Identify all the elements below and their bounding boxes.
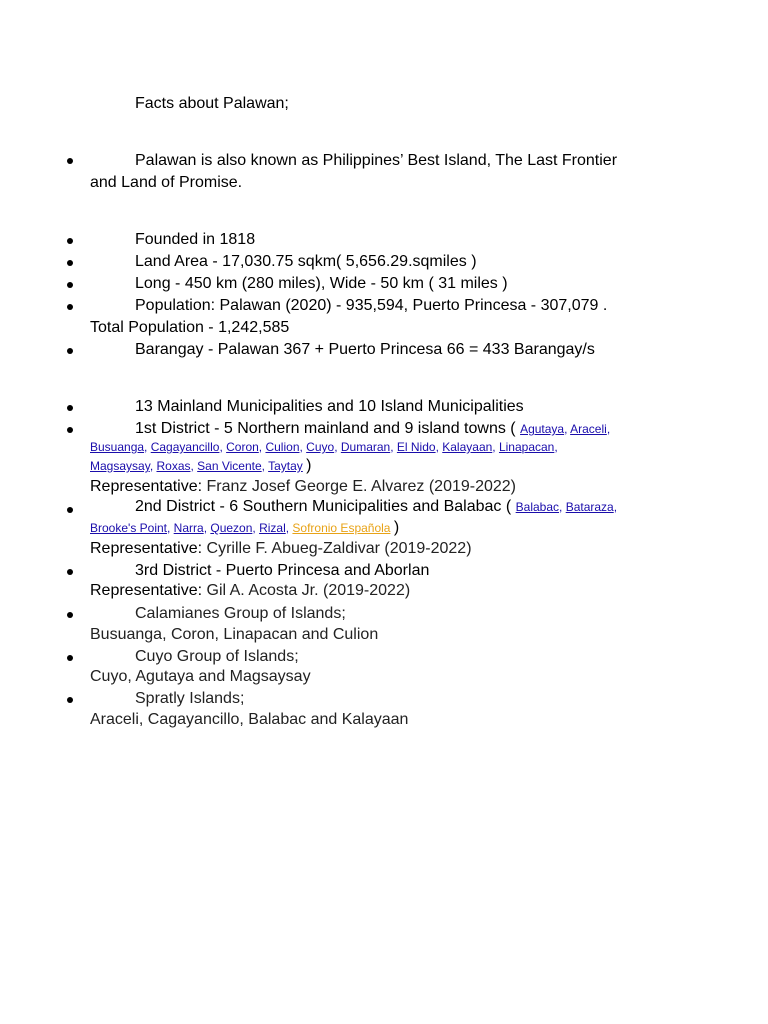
group-name: Spratly Islands; — [135, 690, 245, 707]
town-link-cagayancillo[interactable]: Cagayancillo — [150, 440, 220, 454]
fact-land-area: Land Area - 17,030.75 sqkm( 5,656.29.sqmiles ) — [135, 253, 477, 270]
municipalities-summary: 13 Mainland Municipalities and 10 Island Municipalities — [135, 398, 524, 415]
rep-name: Franz Josef George E. Alvarez (2019-2022) — [206, 478, 517, 495]
town-link-balabac[interactable]: Balabac — [515, 500, 560, 514]
district2-heading-line: 2nd District - 6 Southern Municipalities and Balabac ( Balabac, Bataraza, — [135, 498, 618, 515]
district3-representative — [90, 581, 410, 601]
town-link-sofronio-espanola[interactable]: Sofronio Española — [292, 521, 391, 535]
group-members: Cuyo, Agutaya and Magsaysay — [90, 668, 311, 685]
town-link-agutaya[interactable]: Agutaya — [520, 422, 565, 436]
bullet — [67, 655, 73, 661]
known-as-line2: and Land of Promise. — [90, 174, 243, 191]
fact-founded: Founded in 1818 — [135, 231, 256, 248]
district1-representative — [90, 477, 516, 497]
district1-heading-line: 1st District - 5 Northern mainland and 9 island towns ( Agutaya, Araceli, — [135, 420, 611, 437]
town-link-el-nido[interactable]: El Nido — [396, 440, 436, 454]
district1-towns-line2: Busuanga, Cagayancillo, Coron, Culion, Cuyo, Dumaran, El Nido, Kalayaan, Linapacan, — [90, 440, 558, 454]
bullet — [67, 260, 73, 266]
fact-population: Population: Palawan (2020) - 935,594, Puerto Princesa - 307,079 . — [135, 297, 608, 314]
page-title: Facts about Palawan; — [135, 95, 289, 112]
town-link-dumaran[interactable]: Dumaran — [340, 440, 391, 454]
town-link-coron[interactable]: Coron — [226, 440, 259, 454]
town-link-brookes-point[interactable]: Brooke's Point — [90, 521, 167, 535]
bullet — [67, 158, 73, 164]
bullet — [67, 282, 73, 288]
town-link-magsaysay[interactable]: Magsaysay — [90, 459, 150, 473]
rep-label: Representative: — [90, 478, 203, 495]
town-link-narra[interactable]: Narra — [173, 521, 204, 535]
town-link-cuyo[interactable]: Cuyo — [306, 440, 335, 454]
district3-heading: 3rd District - Puerto Princesa and Aborlan — [135, 562, 430, 579]
town-link-taytay[interactable]: Taytay — [268, 459, 303, 473]
town-link-quezon[interactable]: Quezon — [210, 521, 253, 535]
group-members: Busuanga, Coron, Linapacan and Culion — [90, 626, 379, 643]
bullet — [67, 507, 73, 513]
bullet — [67, 427, 73, 433]
rep-label: Representative: — [90, 582, 203, 599]
town-link-kalayaan[interactable]: Kalayaan — [442, 440, 493, 454]
town-link-roxas[interactable]: Roxas — [156, 459, 191, 473]
district2-towns-line2: Brooke's Point, Narra, Quezon, Rizal, Sofronio Española ) — [90, 519, 400, 536]
town-link-busuanga[interactable]: Busuanga — [90, 440, 145, 454]
group-name: Calamianes Group of Islands; — [135, 605, 346, 622]
district2-heading: 2nd District - 6 Southern Municipalities and Balabac ( — [135, 498, 512, 515]
town-link-bataraza[interactable]: Bataraza — [565, 500, 614, 514]
town-link-linapacan[interactable]: Linapacan — [498, 440, 555, 454]
group-members: Araceli, Cagayancillo, Balabac and Kalayaan — [90, 711, 409, 728]
rep-name: Gil A. Acosta Jr. (2019-2022) — [206, 582, 411, 599]
town-link-araceli[interactable]: Araceli — [570, 422, 607, 436]
rep-name: Cyrille F. Abueg-Zaldivar (2019-2022) — [206, 540, 472, 557]
bullet — [67, 612, 73, 618]
district2-close-paren: ) — [393, 519, 400, 536]
town-link-rizal[interactable]: Rizal — [259, 521, 286, 535]
known-as-line1: Palawan is also known as Philippines’ Best Island, The Last Frontier — [135, 152, 618, 169]
district1-towns-line3: Magsaysay, Roxas, San Vicente, Taytay ) — [90, 457, 312, 474]
bullet — [67, 569, 73, 575]
rep-label: Representative: — [90, 540, 203, 557]
district1-close-paren: ) — [306, 457, 312, 474]
bullet — [67, 405, 73, 411]
district1-heading: 1st District - 5 Northern mainland and 9 island towns ( — [135, 420, 516, 437]
fact-barangay: Barangay - Palawan 367 + Puerto Princesa 66 = 433 Barangay/s — [135, 341, 595, 358]
bullet — [67, 348, 73, 354]
bullet — [67, 238, 73, 244]
fact-total-population: Total Population - 1,242,585 — [90, 319, 290, 336]
bullet — [67, 697, 73, 703]
bullet — [67, 304, 73, 310]
town-link-san-vicente[interactable]: San Vicente — [197, 459, 262, 473]
district2-representative — [90, 539, 472, 559]
group-name: Cuyo Group of Islands; — [135, 648, 299, 665]
town-link-culion[interactable]: Culion — [265, 440, 300, 454]
fact-dimensions: Long - 450 km (280 miles), Wide - 50 km ( 31 miles ) — [135, 275, 508, 292]
